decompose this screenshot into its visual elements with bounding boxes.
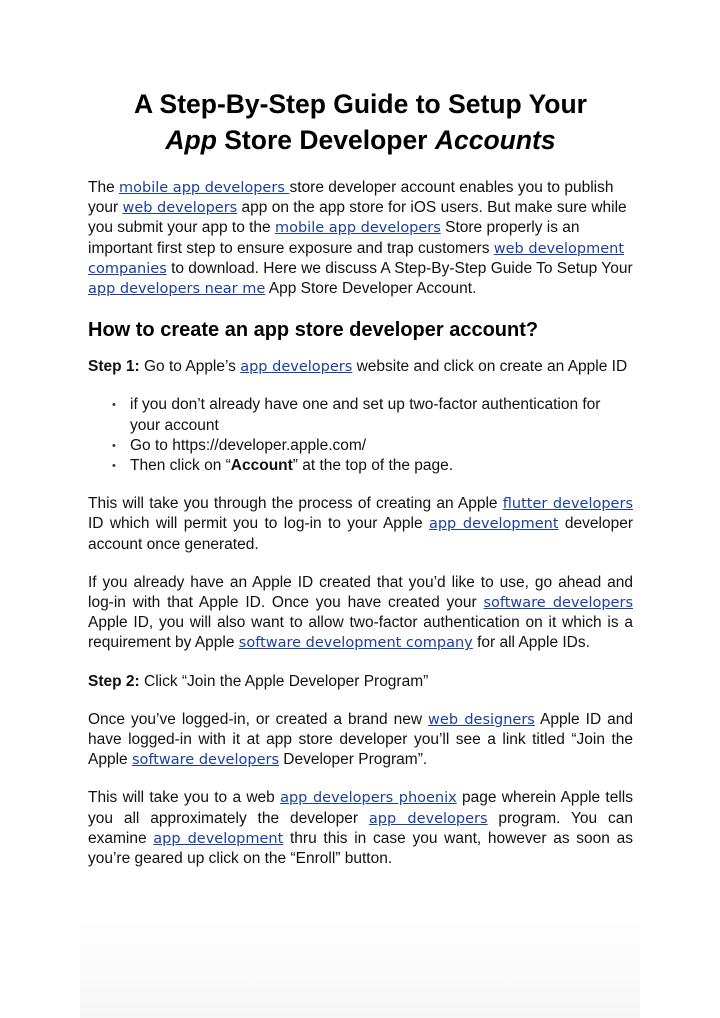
para-text: If you already have an Apple ID created that you’d like to use, go ahead and log-in with that Apple ID. Once you have created your — [88, 573, 633, 612]
bullet-icon: • — [112, 439, 116, 452]
para-text: Apple ID, you will also want to allow two-factor authentication on it which is a requirement by Apple — [88, 614, 633, 652]
link-app-development[interactable]: app development — [428, 516, 559, 533]
link-web-designers[interactable]: web designers — [428, 711, 535, 728]
paragraph-existing-id — [88, 573, 633, 654]
bullet-item — [112, 395, 633, 435]
step2-paragraph — [88, 672, 633, 692]
step1-text: website and click on create an Apple ID — [352, 358, 628, 376]
link-app-developers-2[interactable]: app developers — [368, 810, 488, 827]
link-web-developers[interactable]: web developers — [122, 200, 238, 217]
intro-paragraph — [88, 178, 633, 299]
intro-text: App Store Developer Account. — [265, 280, 477, 298]
step1-bullet-list — [88, 395, 633, 476]
step1-text: Go to Apple’s — [139, 358, 241, 376]
intro-text: app on the app store for iOS users. But make sure while you submit your app to the — [88, 199, 627, 237]
paragraph-join-program — [88, 710, 633, 771]
bullet-bold-account: Account — [230, 457, 293, 475]
step1-paragraph — [88, 357, 633, 377]
para-text: page wherein Apple tells you all approximately the developer — [88, 789, 633, 827]
bullet-icon: • — [112, 399, 116, 412]
link-flutter-developers[interactable]: flutter developers — [502, 496, 633, 513]
document-content — [88, 86, 633, 869]
bullet-text: Then click on “ — [130, 457, 231, 475]
bullet-text: ” at the top of the page. — [292, 457, 454, 475]
page-bottom-shade — [80, 920, 640, 1018]
paragraph-enroll — [88, 788, 633, 869]
link-web-development-companies[interactable]: web development companies — [88, 240, 625, 277]
intro-text: store developer account enables you to publish your — [88, 179, 614, 217]
link-mobile-app-developers[interactable]: mobile app developers — [119, 180, 290, 196]
link-mobile-app-developers-2[interactable]: mobile app developers — [274, 220, 441, 237]
para-text: This will take you to a web — [88, 789, 281, 807]
bullet-icon: • — [112, 460, 116, 473]
para-text: thru this in case you want, however as soon as you’re geared up click on the “Enroll” button. — [88, 829, 633, 868]
bullet-item — [112, 456, 633, 476]
link-app-developers-near-me[interactable]: app developers near me — [88, 281, 266, 298]
title-italic-accounts: Accounts — [434, 125, 556, 155]
para-text: developer account once generated. — [88, 515, 633, 553]
link-app-developers[interactable]: app developers — [240, 359, 353, 376]
para-text: Once you’ve logged-in, or created a brand new — [88, 710, 429, 728]
step2-text: Click “Join the Apple Developer Program” — [139, 672, 429, 690]
bullet-text: Go to https://developer.apple.com/ — [130, 436, 367, 454]
document-title — [88, 86, 633, 158]
link-app-development-2[interactable]: app development — [153, 830, 284, 847]
link-software-developers-2[interactable]: software developers — [131, 752, 279, 769]
title-line1: A Step-By-Step Guide to Setup Your — [134, 89, 587, 119]
bullet-text: if you don’t already have one and set up two-factor authentication for your account — [130, 396, 601, 434]
para-text: Developer Program”. — [279, 751, 428, 769]
step2-label: Step 2: — [88, 672, 140, 690]
link-app-developers-phoenix[interactable]: app developers phoenix — [280, 790, 457, 807]
link-software-development-company[interactable]: software development company — [238, 635, 473, 652]
title-mid: Store Developer — [216, 125, 435, 155]
para-text: ID which will permit you to log-in to your Apple — [88, 515, 429, 533]
intro-text: to download. Here we discuss A Step-By-Step Guide To Setup Your — [166, 259, 633, 277]
step1-label: Step 1: — [88, 358, 140, 376]
para-text: Apple ID and have logged-in with it at app store developer you’ll see a link titled “Join the Apple — [88, 710, 633, 769]
title-italic-app: App — [165, 125, 217, 155]
paragraph-apple-id — [88, 494, 633, 555]
link-software-developers[interactable]: software developers — [483, 595, 633, 612]
para-text: for all Apple IDs. — [472, 634, 590, 652]
intro-text: Store properly is an important first step to ensure exposure and trap customers — [88, 219, 580, 257]
bullet-item — [112, 436, 633, 456]
section-heading: How to create an app store developer account? — [88, 319, 539, 342]
para-text: This will take you through the process of creating an Apple — [88, 495, 503, 513]
intro-text: The — [88, 179, 120, 196]
para-text: program. You can examine — [88, 809, 633, 847]
